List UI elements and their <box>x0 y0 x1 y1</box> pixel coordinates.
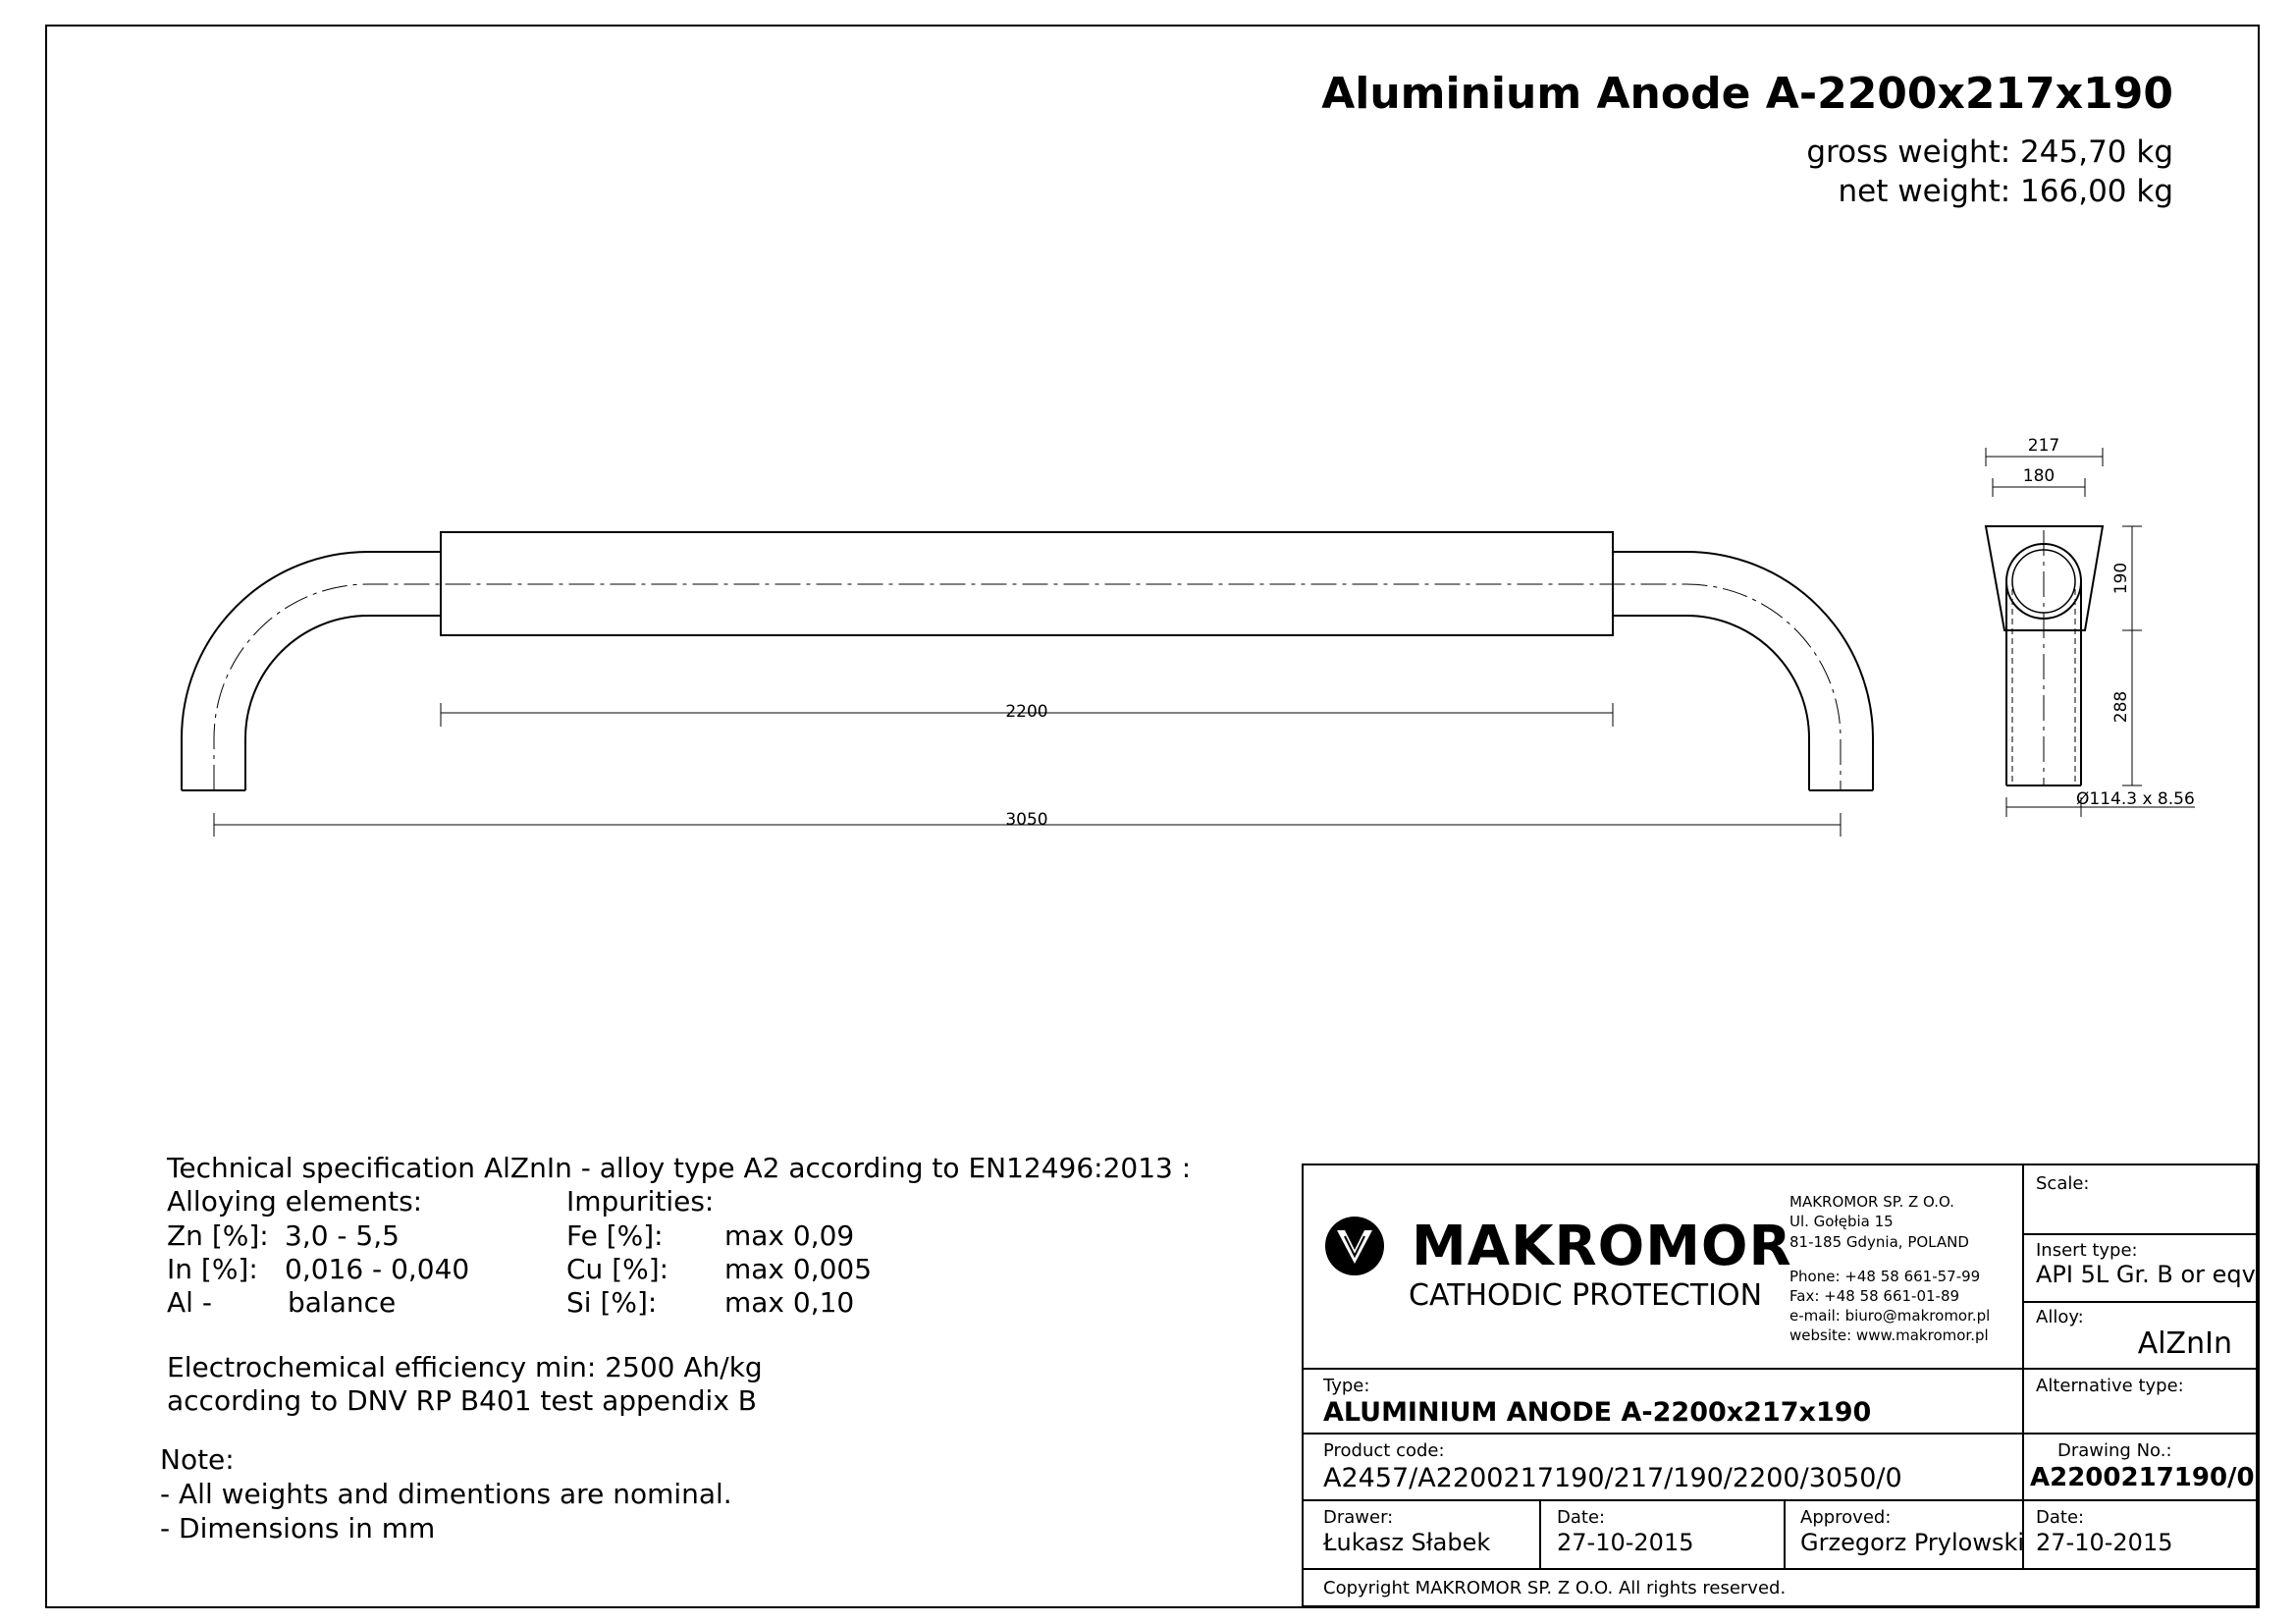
type-label: Type: <box>1323 1376 1370 1396</box>
dim-label-180: 180 <box>2022 466 2056 486</box>
dim-label-217: 217 <box>2027 436 2060 456</box>
makromor-logo-icon <box>1323 1215 1386 1277</box>
impurity-name: Si [%]: <box>566 1286 658 1319</box>
right-pipe-inner <box>1613 616 1809 790</box>
impurity-name: Cu [%]: <box>566 1253 669 1285</box>
date2-value: 27-10-2015 <box>2036 1529 2173 1556</box>
address-line: website: www.makromor.pl <box>1789 1326 1989 1344</box>
drawing-title: Aluminium Anode A-2200x217x190 <box>1321 69 2173 119</box>
net-weight: net weight: 166,00 kg <box>1838 174 2173 209</box>
left-pipe-inner <box>245 616 441 790</box>
efficiency-line-2: according to DNV RP B401 test appendix B <box>167 1384 758 1417</box>
product-code-label: Product code: <box>1323 1440 1445 1461</box>
alloy-value: balance <box>288 1286 397 1319</box>
address-line: MAKROMOR SP. Z O.O. <box>1789 1193 1954 1211</box>
alloy-value: AlZnIn <box>2137 1326 2232 1361</box>
dim-label-2200: 2200 <box>1005 702 1048 722</box>
date2-label: Date: <box>2036 1507 2085 1528</box>
address-line: Fax: +48 58 661-01-89 <box>1789 1287 1960 1305</box>
title-block <box>1302 1164 2262 1607</box>
drawer-value: Łukasz Słabek <box>1323 1529 1491 1556</box>
impurity-value: max 0,10 <box>724 1286 855 1319</box>
copyright: Copyright MAKROMOR SP. Z O.O. All rights reserved. <box>1323 1578 1787 1598</box>
impurity-value: max 0,09 <box>724 1219 855 1252</box>
alloy-name: In [%]: <box>167 1253 258 1285</box>
company-name: MAKROMOR <box>1412 1215 1792 1278</box>
dim-label-pipe: Ø114.3 x 8.56 <box>2076 789 2195 809</box>
centerline <box>214 584 1841 790</box>
note-line-2: - Dimensions in mm <box>160 1512 436 1544</box>
dim-label-3050: 3050 <box>1005 810 1048 830</box>
alloy-label: Alloy: <box>2036 1307 2084 1327</box>
impurities-label: Impurities: <box>566 1185 715 1218</box>
address-line: e-mail: biuro@makromor.pl <box>1789 1307 1991 1325</box>
alternative-type-label: Alternative type: <box>2036 1376 2184 1396</box>
impurity-name: Fe [%]: <box>566 1219 664 1252</box>
address-line: Phone: +48 58 661-57-99 <box>1789 1268 1981 1285</box>
drawer-label: Drawer: <box>1323 1507 1394 1528</box>
alloy-value: 0,016 - 0,040 <box>285 1253 470 1285</box>
impurity-value: max 0,005 <box>724 1253 873 1285</box>
right-pipe-outer <box>1613 552 1873 790</box>
approved-label: Approved: <box>1800 1507 1892 1528</box>
dim-label-288: 288 <box>2111 690 2131 724</box>
address-line: 81-185 Gdynia, POLAND <box>1789 1233 1969 1251</box>
drawing-no-value: A2200217190/0 <box>2030 1463 2255 1492</box>
efficiency-line-1: Electrochemical efficiency min: 2500 Ah/kg <box>167 1351 763 1383</box>
scale-label: Scale: <box>2036 1173 2090 1194</box>
date-value: 27-10-2015 <box>1557 1529 1694 1556</box>
product-code-value: A2457/A2200217190/217/190/2200/3050/0 <box>1323 1463 1902 1493</box>
note-line-1: - All weights and dimentions are nominal. <box>160 1478 732 1510</box>
alloying-label: Alloying elements: <box>167 1185 423 1218</box>
type-value: ALUMINIUM ANODE A-2200x217x190 <box>1323 1397 1872 1428</box>
alloy-name: Zn [%]: <box>167 1219 269 1252</box>
dim-label-190: 190 <box>2111 562 2131 595</box>
insert-type-value: API 5L Gr. B or eqv. <box>2036 1261 2262 1288</box>
spec-heading: Technical specification AlZnIn - alloy type A2 according to EN12496:2013 : <box>167 1152 1192 1184</box>
gross-weight: gross weight: 245,70 kg <box>1806 135 2173 170</box>
drawing-no-label: Drawing No.: <box>2057 1440 2172 1461</box>
note-label: Note: <box>160 1443 235 1476</box>
company-subtitle: CATHODIC PROTECTION <box>1409 1278 1763 1313</box>
address-line: Ul. Gołębia 15 <box>1789 1213 1894 1230</box>
approved-value: Grzegorz Prylowski <box>1800 1529 2025 1556</box>
alloy-name: Al - <box>167 1286 212 1319</box>
insert-type-label: Insert type: <box>2036 1240 2138 1261</box>
left-pipe-outer <box>182 552 441 790</box>
date-label: Date: <box>1557 1507 1606 1528</box>
alloy-value: 3,0 - 5,5 <box>285 1219 400 1252</box>
